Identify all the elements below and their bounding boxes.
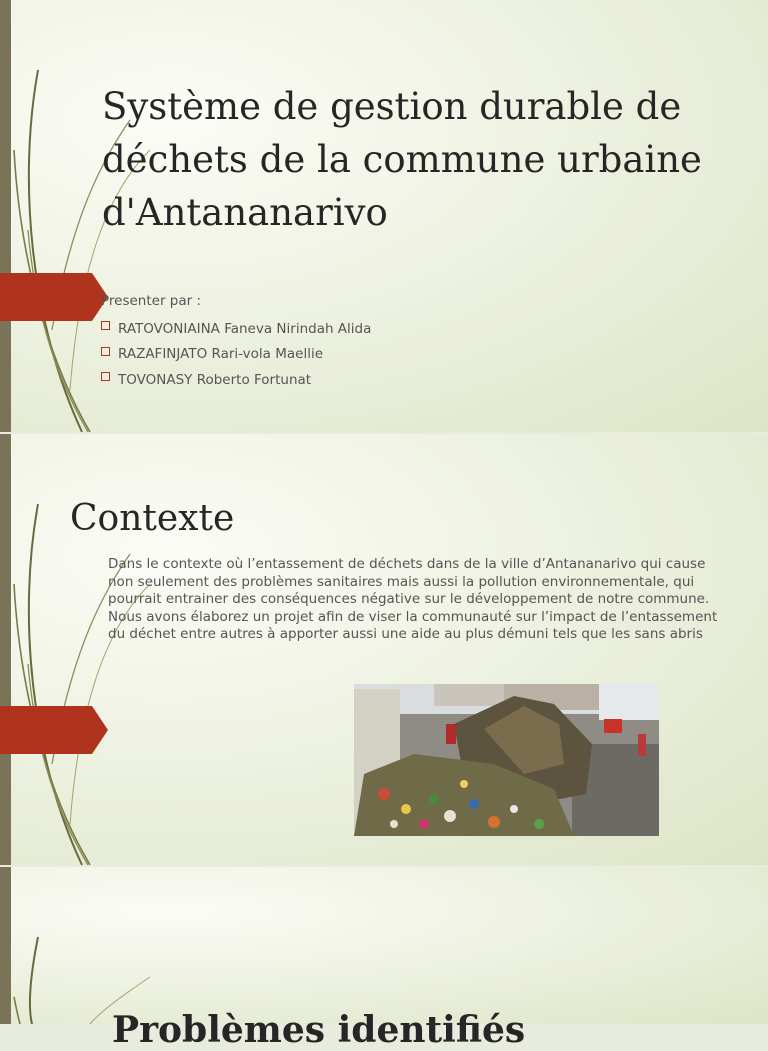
context-paragraph: Dans le contexte où l’entassement de déchets dans de la ville d’Antananarivo qui cause non seulement des problèmes sanitaires mais aussi la pollution environnementale, qui pourrait entrainer des conséquences négative sur le développement de notre commune. Nous avons élaborez un projet afin de viser la communauté sur l’impact de l’entassement du déchet entre autres à apporter aussi une aide au plus démuni tels que les sans abris: [108, 556, 718, 642]
title-slide: [0, 0, 768, 432]
red-arrow-tab: [0, 706, 108, 754]
left-sidebar-strip: [0, 867, 11, 1024]
left-sidebar-strip: [0, 434, 11, 865]
problems-slide: [0, 867, 768, 1051]
decorative-curves: [0, 867, 140, 1024]
square-bullet-icon: [101, 347, 110, 356]
author-list: [101, 316, 371, 393]
presenter-label: Presenter par :: [101, 293, 202, 309]
context-slide: [0, 434, 768, 865]
red-arrow-tab: [0, 273, 108, 321]
slide-heading: Problèmes identifiés: [112, 1009, 526, 1051]
list-item: [101, 367, 371, 393]
garbage-photo: [354, 684, 659, 836]
list-item: [101, 342, 371, 368]
author-name: RAZAFINJATO Rari-vola Maellie: [118, 346, 324, 363]
list-item: [101, 316, 371, 342]
author-name: RATOVONIAINA Faneva Nirindah Alida: [118, 320, 372, 337]
left-sidebar-strip: [0, 0, 11, 432]
square-bullet-icon: [101, 372, 110, 381]
square-bullet-icon: [101, 321, 110, 330]
author-name: TOVONASY Roberto Fortunat: [118, 371, 312, 388]
slide-heading: Contexte: [70, 498, 235, 539]
slide-title: Système de gestion durable de déchets de la commune urbaine d'Antananarivo: [102, 85, 702, 234]
